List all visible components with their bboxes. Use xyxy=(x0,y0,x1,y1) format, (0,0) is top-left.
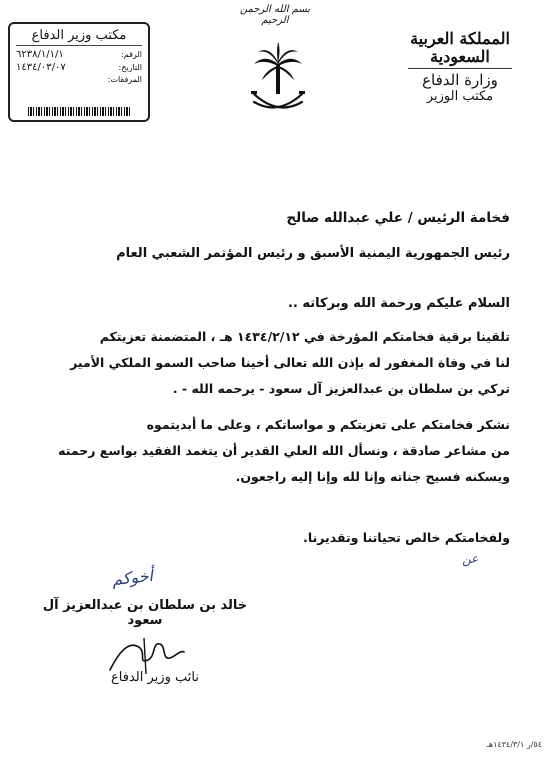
barcode xyxy=(28,107,132,116)
handwritten-note-brother: أخوكم xyxy=(111,565,154,590)
paragraph-2-line: من مشاعر صادقة ، ونسأل الله العلي القدير أن يتغمد الفقيد بواسع رحمته xyxy=(58,443,510,458)
palm-swords-emblem-icon xyxy=(248,42,308,120)
letterhead-divider xyxy=(408,68,512,69)
footer-reference: ٥٤/ر ١٤٣٤/٣/١هـ xyxy=(486,740,542,749)
letterhead-office: مكتب الوزير xyxy=(426,89,494,104)
signatory-title: نائب وزير الدفاع xyxy=(111,670,199,685)
handwritten-note-initial: عن xyxy=(461,551,479,567)
registration-number-value: ٦٢٣٨/١/١/١ xyxy=(16,49,64,60)
registration-attachments-label: المرفقات: xyxy=(107,75,142,84)
letterhead xyxy=(390,30,530,105)
registration-office: مكتب وزير الدفاع xyxy=(16,28,142,46)
registration-box xyxy=(8,22,150,122)
paragraph-1-line: تلقينا برقية فخامتكم المؤرخة في ١٤٣٤/٢/١٢ هـ ، المتضمنة تعزيتكم xyxy=(99,329,510,344)
paragraph-1-line: تركي بن سلطان بن عبدالعزيز آل سعود - يرحمه الله - . xyxy=(172,381,510,396)
registration-date-value: ١٤٣٤/٠٣/٠٧ xyxy=(16,62,66,73)
registration-date-row xyxy=(16,62,142,75)
letterhead-kingdom: المملكة العربية السعودية xyxy=(410,29,510,66)
registration-attachments-row xyxy=(16,75,142,88)
addressee-name: فخامة الرئيس / علي عبدالله صالح xyxy=(286,210,510,226)
paragraph-1-line: لنا في وفاة المغفور له بإذن الله تعالى أخينا صاحب السمو الملكي الأمير xyxy=(70,355,510,370)
paragraph-1 xyxy=(24,324,510,402)
registration-date-label: التاريخ: xyxy=(118,63,142,72)
signatory-name: خالد بن سلطان بن عبدالعزيز آل سعود xyxy=(42,598,248,628)
addressee-block xyxy=(24,200,510,272)
paragraph-2-line: ويسكنه فسيح جناته وإنا لله وإنا إليه راجعون. xyxy=(235,469,510,484)
closing-line: ولفخامتكم خالص تحياتنا وتقديرنا. xyxy=(303,530,510,545)
registration-number-label: الرقم: xyxy=(121,50,142,59)
greeting: السلام عليكم ورحمة الله وبركاته .. xyxy=(287,296,510,311)
letterhead-ministry: وزارة الدفاع xyxy=(422,71,498,89)
basmala: بسم الله الرحمن الرحيم xyxy=(239,4,311,26)
addressee-title: رئيس الجمهورية اليمنية الأسبق و رئيس المؤتمر الشعبي العام xyxy=(116,246,510,261)
registration-number-row xyxy=(16,49,142,62)
paragraph-2-line: نشكر فخامتكم على تعزيتكم و مواساتكم ، وعلى ما أبديتموه xyxy=(146,417,510,432)
paragraph-2 xyxy=(24,412,510,490)
